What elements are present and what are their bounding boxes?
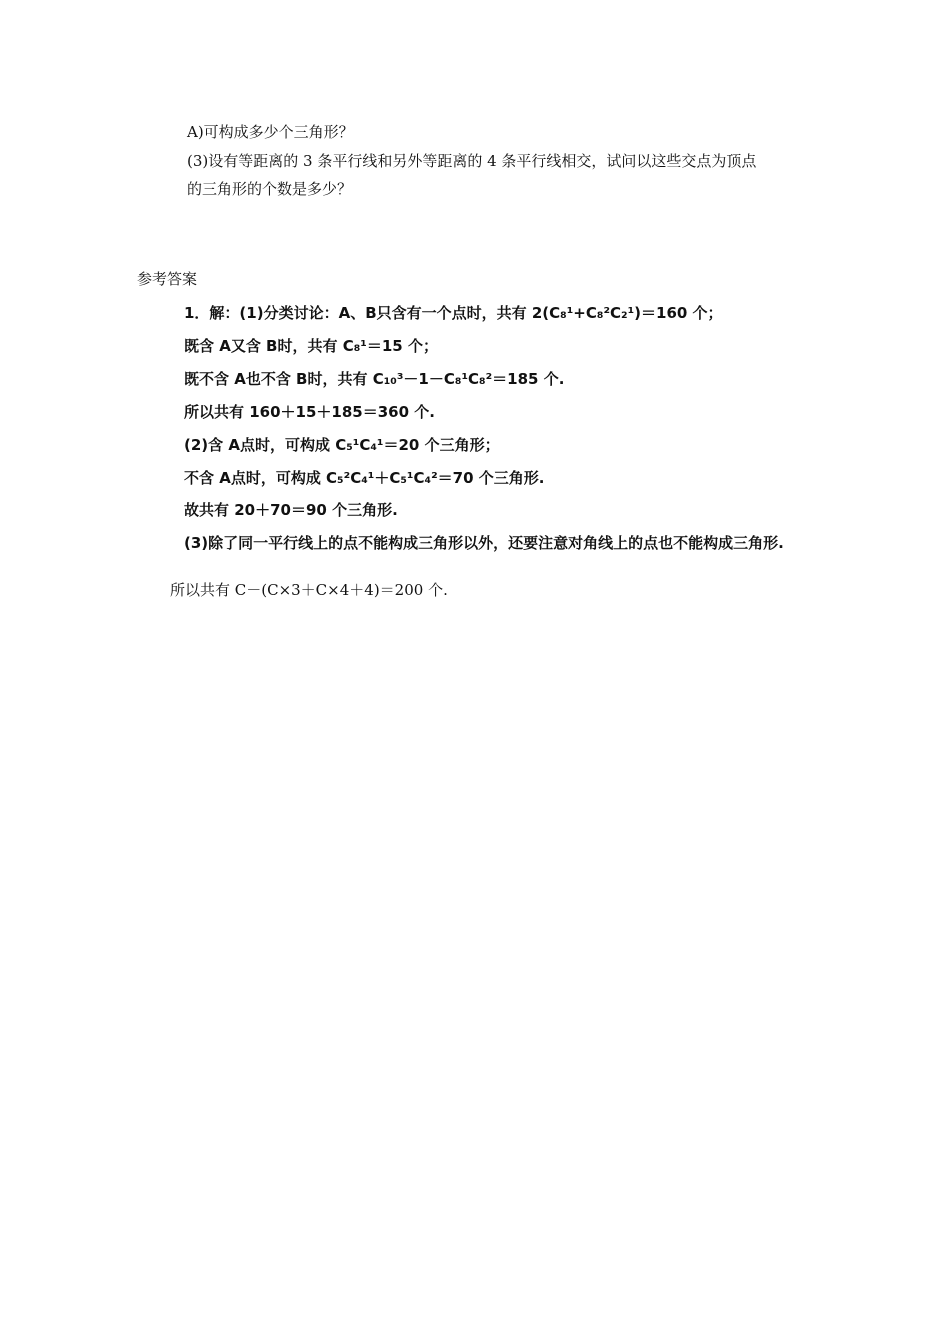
answer-line-3: 既不含 A也不含 B时，共有 C₁₀³－1－C₈¹C₈²＝185 个. [184,370,565,388]
answer-line-8: (3)除了同一平行线上的点不能构成三角形以外，还要注意对角线上的点也不能构成三角形. [184,534,784,552]
answer-line-2: 既含 A又含 B时，共有 C₈¹＝15 个； [184,337,438,355]
question-line-2: (3)设有等距离的 3 条平行线和另外等距离的 4 条平行线相交，试问以这些交点为顶点 [187,152,757,170]
question-line-3: 的三角形的个数是多少？ [187,180,353,198]
question-line-1: A)可构成多少个三角形？ [187,123,354,141]
answer-line-4: 所以共有 160＋15＋185＝360 个. [184,403,435,421]
answer-line-7: 故共有 20＋70＝90 个三角形. [184,501,398,519]
answer-line-5: (2)含 A点时，可构成 C₅¹C₄¹＝20 个三角形； [184,436,500,454]
answer-final-line: 所以共有 C－(C×3＋C×4＋4)＝200 个. [170,581,448,599]
answer-line-1: 1．解：(1)分类讨论：A、B只含有一个点时，共有 2(C₈¹+C₈²C₂¹)＝160 个； [184,304,723,322]
answer-line-6: 不含 A点时，可构成 C₅²C₄¹＋C₅¹C₄²＝70 个三角形. [184,469,545,487]
answer-heading: 参考答案 [137,270,198,288]
